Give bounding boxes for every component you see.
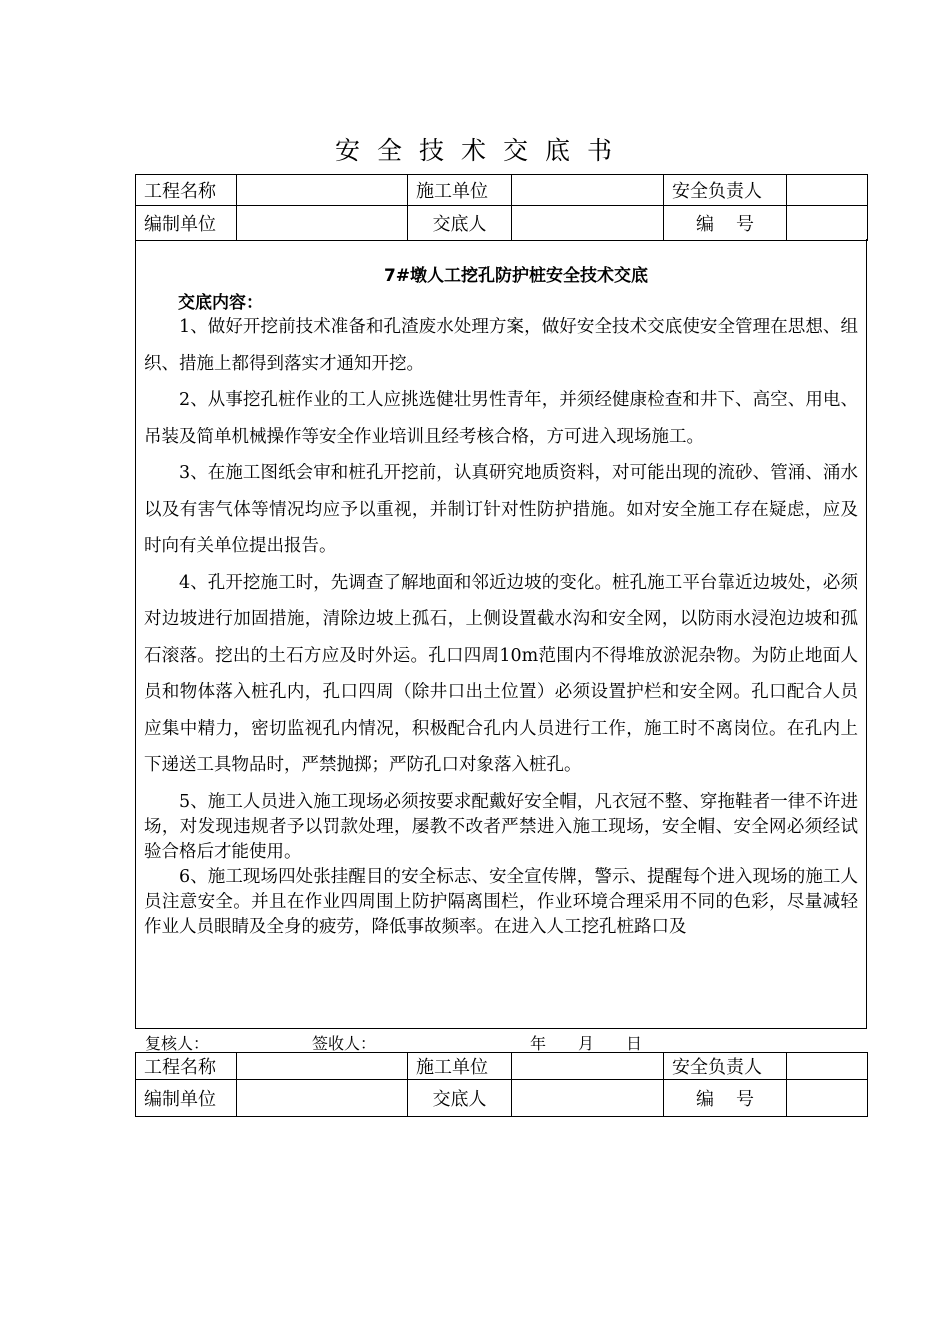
- reviewer-label: 复核人：: [145, 1034, 210, 1053]
- footer-safety-officer-field[interactable]: [787, 1053, 868, 1080]
- safety-officer-label: 安全负责人: [664, 175, 787, 206]
- footer-project-name-label: 工程名称: [136, 1053, 237, 1080]
- footer-safety-officer-label: 安全负责人: [664, 1053, 787, 1080]
- briefing-paragraph-5: 5、施工人员进入施工现场必须按要求配戴好安全帽，凡衣冠不整、穿拖鞋者一律不许进场，对发现违规者予以罚款处理，屡教不改者严禁进入施工现场，安全帽、安全网必须经试验合格后才能使用。: [144, 791, 858, 862]
- project-name-label: 工程名称: [136, 175, 237, 206]
- presenter-label: 交底人: [408, 206, 512, 241]
- project-name-field[interactable]: [237, 175, 408, 206]
- footer-number-label: 编号: [664, 1080, 787, 1117]
- footer-construction-unit-label: 施工单位: [408, 1053, 512, 1080]
- footer-presenter-label: 交底人: [408, 1080, 512, 1117]
- construction-unit-field[interactable]: [512, 175, 664, 206]
- briefing-paragraphs: [144, 309, 858, 940]
- document-title: 安全技术交底书: [334, 136, 629, 165]
- footer-construction-unit-field[interactable]: [512, 1053, 664, 1080]
- presenter-field[interactable]: [512, 206, 664, 241]
- header-info-table: [135, 174, 868, 241]
- date-label: 年 月 日: [530, 1034, 643, 1053]
- briefing-content-box: [135, 239, 867, 1029]
- safety-officer-field[interactable]: [787, 175, 868, 206]
- footer-number-field[interactable]: [787, 1080, 868, 1117]
- briefing-paragraph-4: 4、孔开挖施工时，先调查了解地面和邻近边坡的变化。桩孔施工平台靠近边坡处，必须对边坡进行加固措施，清除边坡上孤石，上侧设置截水沟和安全网，以防雨水浸泡边坡和孤石滚落。挖出的土石方应及时外运。孔口四周10m范围内不得堆放淤泥杂物。为防止地面人员和物体落入桩孔内，孔口四周（除井口出土位置）必须设置护栏和安全网。孔口配合人员应集中精力，密切监视孔内情况，积极配合孔内人员进行工作，施工时不离岗位。在孔内上下递送工具物品时，严禁抛掷；严防孔口对象落入桩孔。: [144, 572, 858, 775]
- briefing-content-label: 交底内容：: [178, 293, 263, 313]
- number-label: 编号: [664, 206, 787, 241]
- briefing-paragraph-6: 6、施工现场四处张挂醒目的安全标志、安全宣传牌，警示、提醒每个进入现场的施工人员注意安全。并且在作业四周围上防护隔离围栏，作业环境合理采用不同的色彩，尽量减轻作业人员眼睛及全身的疲劳，降低事故频率。在进入人工挖孔桩路口及: [144, 866, 858, 937]
- briefing-paragraph-1: 1、做好开挖前技术准备和孔渣废水处理方案，做好安全技术交底使安全管理在思想、组织、措施上都得到落实才通知开挖。: [144, 317, 858, 374]
- compiler-label: 编制单位: [136, 206, 237, 241]
- briefing-paragraph-3: 3、在施工图纸会审和桩孔开挖前，认真研究地质资料，对可能出现的流砂、管涌、涌水以及有害气体等情况均应予以重视，并制订针对性防护措施。如对安全施工存在疑虑，应及时向有关单位提出报告。: [144, 463, 858, 556]
- footer-compiler-field[interactable]: [237, 1080, 408, 1117]
- footer-info-table: [135, 1052, 868, 1117]
- briefing-paragraph-2: 2、从事挖孔桩作业的工人应挑选健壮男性青年，并须经健康检查和井下、高空、用电、吊装及简单机械操作等安全作业培训且经考核合格，方可进入现场施工。: [144, 390, 858, 447]
- footer-project-name-field[interactable]: [237, 1053, 408, 1080]
- receiver-label: 签收人：: [312, 1034, 377, 1053]
- construction-unit-label: 施工单位: [408, 175, 512, 206]
- compiler-field[interactable]: [237, 206, 408, 241]
- briefing-heading: 7#墩人工挖孔防护桩安全技术交底: [383, 266, 649, 286]
- footer-compiler-label: 编制单位: [136, 1080, 237, 1117]
- number-field[interactable]: [787, 206, 868, 241]
- footer-presenter-field[interactable]: [512, 1080, 664, 1117]
